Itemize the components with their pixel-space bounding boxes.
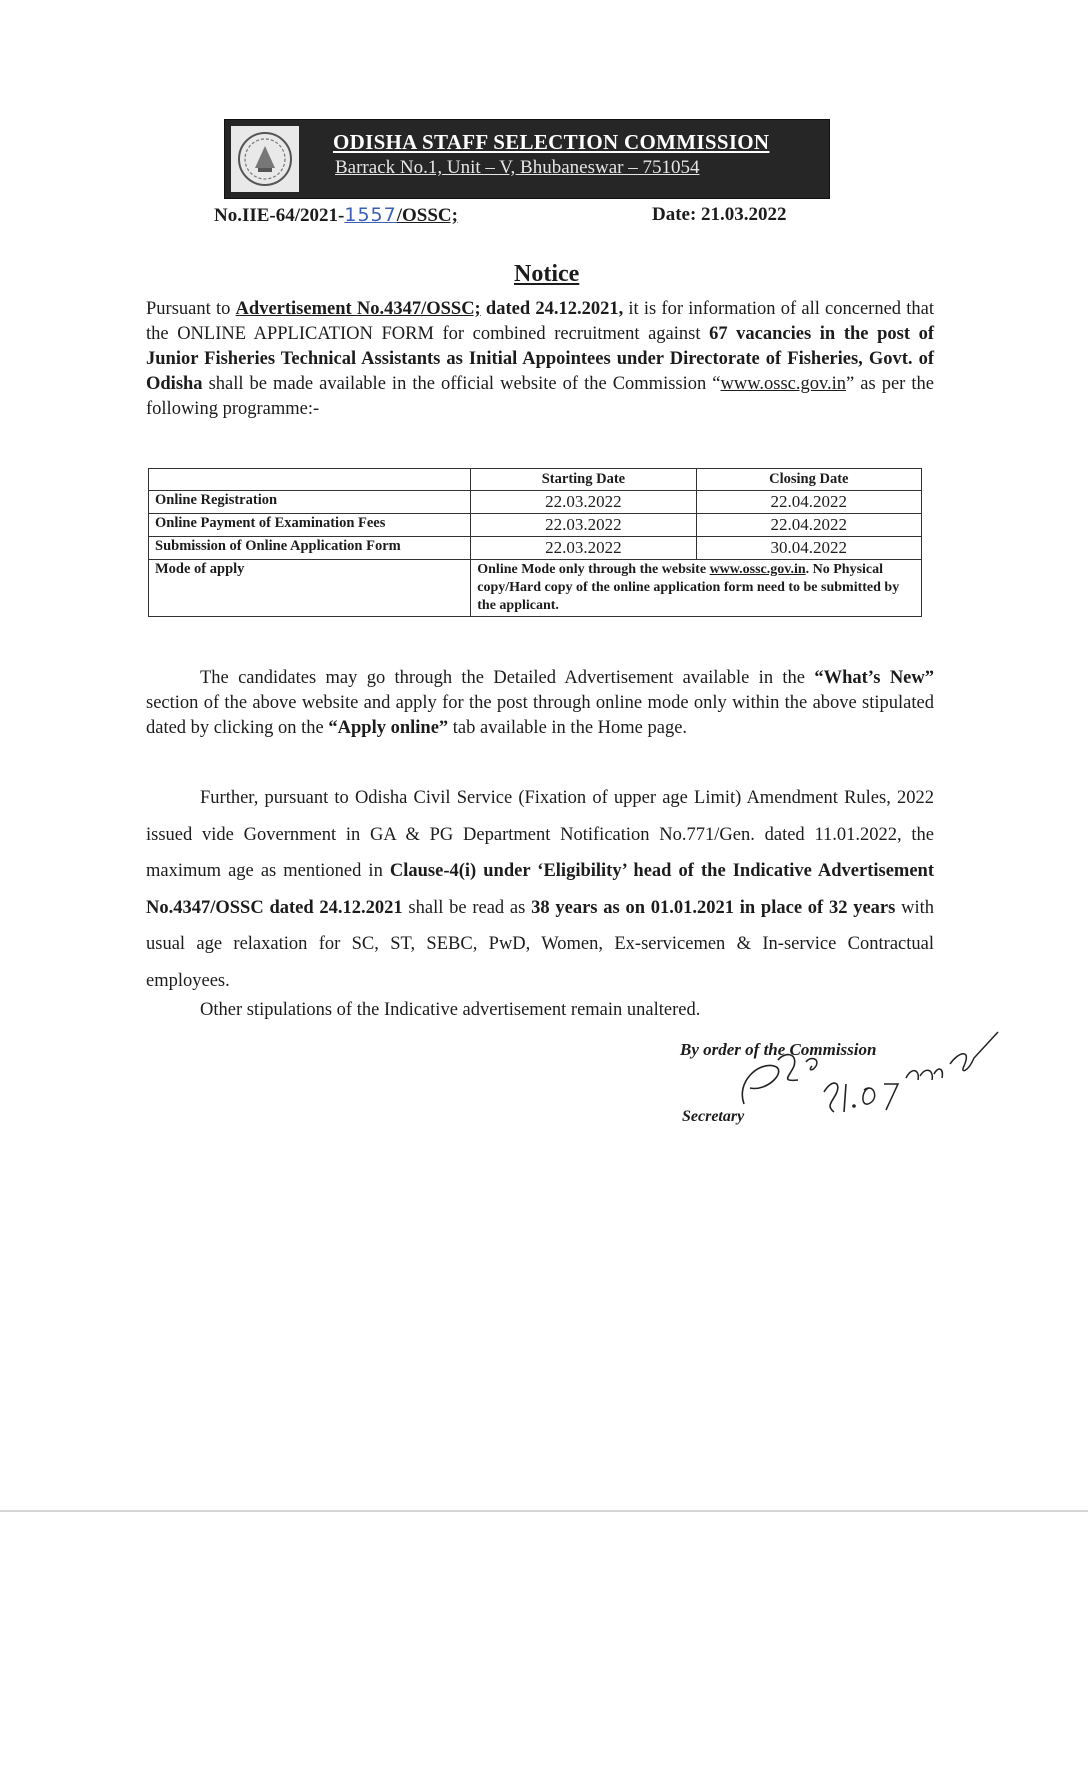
mode-text: . No Physical copy/Hard copy of the online application form need to be submitted by the applicant. <box>477 562 900 613</box>
para-text: Further, pursuant to Odisha Civil Service (Fixation of upper age Limit) Amendment Rules, 2022 issued vide Government in GA & PG Department Notification No.771/Gen. dated 11.01.2022, the maximum age as mentioned in <box>146 788 934 881</box>
row-label: Online Payment of Examination Fees <box>149 514 471 537</box>
intro-text: Pursuant to <box>146 299 236 319</box>
header-blank-cell <box>149 469 471 491</box>
secretary-title: Secretary <box>682 1108 745 1125</box>
para-text: tab available in the Home page. <box>448 718 688 738</box>
post-details: 67 vacancies in the post of Junior Fisheries Technical Assistants as Initial Appointees under Directorate of Fisheries, Govt. of Odisha <box>146 324 934 394</box>
mode-text: Online Mode only through the website <box>477 562 710 577</box>
mode-website-link[interactable]: www.ossc.gov.in <box>709 562 806 577</box>
advertisement-date: dated 24.12.2021, <box>480 299 624 319</box>
closing-paragraph: Other stipulations of the Indicative advertisement remain unaltered. <box>200 1000 701 1020</box>
advertisement-ref: Advertisement No.4347/OSSC; <box>235 299 481 319</box>
clause-ref: Clause-4(i) under ‘Eligibility’ head of the Indicative Advertisement No.4347/OSSC dated 24.12.2021 <box>146 861 934 918</box>
row-close-date: 22.04.2022 <box>696 491 921 514</box>
organisation-name: ODISHA STAFF SELECTION COMMISSION <box>333 130 770 154</box>
header-closing-date: Closing Date <box>696 469 921 491</box>
header-banner <box>224 119 830 199</box>
notice-date: Date: 21.03.2022 <box>652 204 787 225</box>
row-start-date: 22.03.2022 <box>471 491 696 514</box>
intro-text: it is for information of all concerned that the ONLINE APPLICATION FORM for combined recruitment against <box>146 299 934 344</box>
table-row <box>149 514 922 537</box>
reference-number <box>214 204 458 227</box>
row-close-date: 30.04.2022 <box>696 537 921 560</box>
instructions-paragraph <box>146 666 934 741</box>
age-change: 38 years as on 01.01.2021 in place of 32 years <box>531 897 896 918</box>
intro-text: ” as per the following programme:- <box>146 374 934 419</box>
row-label: Submission of Online Application Form <box>149 537 471 560</box>
row-start-date: 22.03.2022 <box>471 514 696 537</box>
apply-online-ref: “Apply online” <box>328 718 449 738</box>
reference-prefix: No.IIE-64/2021- <box>214 205 345 226</box>
row-close-date: 22.04.2022 <box>696 514 921 537</box>
para-text: shall be read as <box>402 897 532 918</box>
website-link[interactable]: www.ossc.gov.in <box>720 374 847 394</box>
intro-paragraph <box>146 297 934 422</box>
intro-text: shall be made available in the official website of the Commission “ <box>202 374 721 394</box>
whats-new-ref: “What’s New” <box>814 668 934 688</box>
handwritten-signature-icon <box>728 1022 1018 1132</box>
table-header-row <box>149 469 922 491</box>
age-limit-paragraph <box>146 780 934 999</box>
row-start-date: 22.03.2022 <box>471 537 696 560</box>
state-seal-icon <box>231 126 299 192</box>
table-row <box>149 491 922 514</box>
organisation-address: Barrack No.1, Unit – V, Bhubaneswar – 751054 <box>335 157 700 178</box>
reference-suffix: /OSSC; <box>396 205 458 226</box>
reference-handwritten-number: 1557 <box>344 204 397 226</box>
para-text: with usual age relaxation for SC, ST, SEBC, PwD, Women, Ex-servicemen & In-service Contractual employees. <box>146 897 934 991</box>
mode-description <box>471 560 922 617</box>
row-label: Online Registration <box>149 491 471 514</box>
para-text: section of the above website and apply for the post through online mode only within the above stipulated dated by clicking on the <box>146 693 934 738</box>
mode-label: Mode of apply <box>149 560 471 617</box>
para-text: The candidates may go through the Detailed Advertisement available in the <box>200 668 815 688</box>
table-row-mode <box>149 560 922 617</box>
table-row <box>149 537 922 560</box>
notice-title: Notice <box>514 261 580 287</box>
scan-edge-divider <box>0 1510 1088 1512</box>
by-order-line: By order of the Commission <box>680 1040 877 1059</box>
schedule-table <box>148 468 922 617</box>
header-starting-date: Starting Date <box>471 469 696 491</box>
